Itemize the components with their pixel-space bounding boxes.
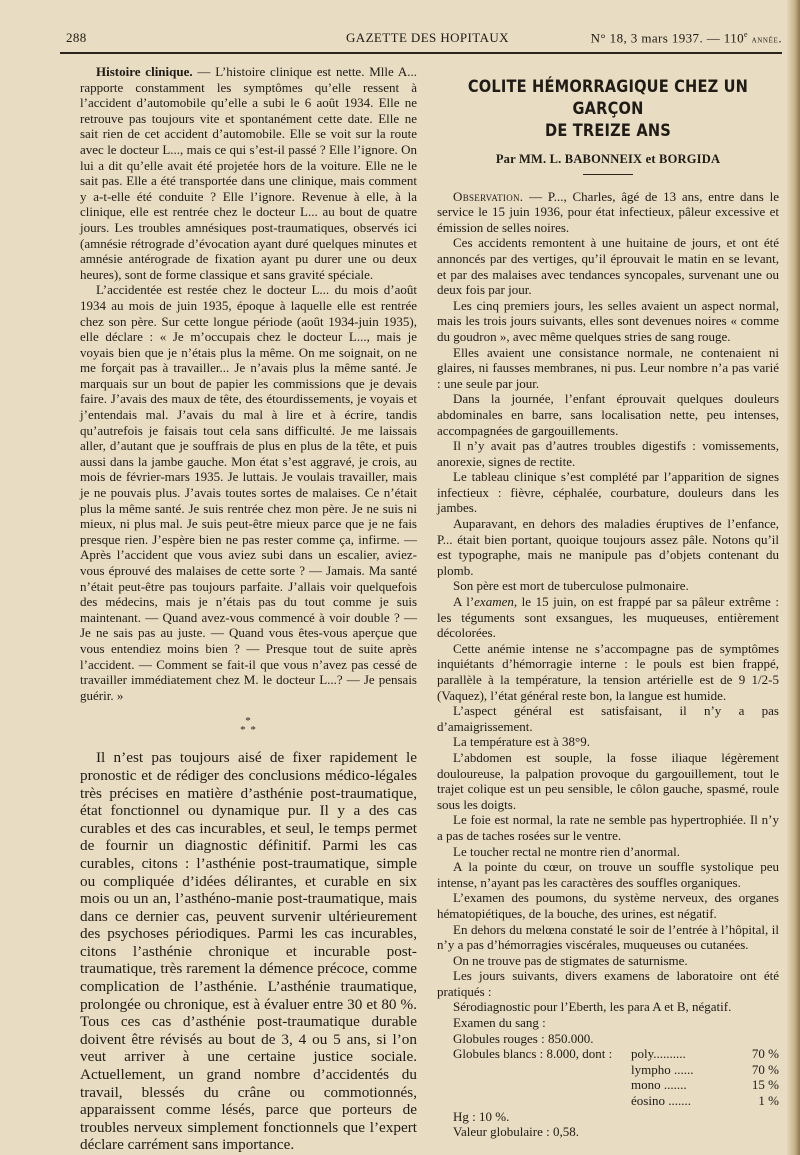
exam-lead: A l’ (453, 594, 475, 610)
article-title-line-1: COLITE HÉMORRAGIQUE CHEZ UN GARÇON (467, 77, 749, 119)
lab-rouges: Globules rouges : 850.000. (453, 1030, 594, 1046)
running-header (66, 30, 782, 52)
formula-value: 70 % (751, 1061, 779, 1077)
observation-lead: Observation. (453, 188, 524, 204)
page-edge (786, 0, 800, 1155)
left-paragraph-1-text: — L’histoire clinique est nette. Mlle A... rapporte constamment les symptômes qu’elle ressent à l’accident d’automobile qu’elle a subi le 6 août 1934. Elle ne retrouve pas toujours vite et spontanément cette date. Elle ne sait rien de cet accident d’automobile. Elle se voit sur la route avec le docteur L..., mais ce qui s’est-il passé ? Elle l’ignore. On lui a dit qu’elle avait été projetée hors de la voiture. Elle ne le sait pas. Elle a été transportée dans une clinique, mais comment y a-t-elle été conduite ? Elle l’ignore. Revenue à elle, à la clinique, elle est rentrée chez le docteur L... au bout de quatre jours. Les troubles amnésiques post-traumatiques, observés ici (amnésie rétrograde d’évocation ayant duré quelques minutes et amnésie antérograde de fixation ayant pu durer une ou deux heures), sont de forme classique et sans gravité spéciale. (80, 64, 417, 282)
lab-blancs: Globules blancs : 8.000, dont : (453, 1046, 613, 1062)
left-paragraph-2: L’accidentée est restée chez le docteur L... du mois d’août 1934 au mois de juin 1935, époque à laquelle elle est rentrée chez son père. Sur cette longue période (août 1934-juin 1935), elle déclare : « Je m’occupais chez le docteur L..., mais je voyais bien que je n’étais plus la même. On me soignait, on ne me forçait pas à travailler... Je n’avais plus la même santé. Je marquais sur un bout de papier les commissions que je devais faire. J’avais des maux de tête, des étourdissements, je voyais et j’entendais mal. J’avais du mal à lire et à écrire, tandis qu’autrefois je faisais tout cela sans difficulté. Je me laissais aller, d’autant que je souffrais de plus en plus de la tête, et puis aussi dans la jambe gauche. Mon état s’est aggravé, je crois, au mois de février-mars 1935. Je luttais. Je voulais travailler, mais je ne pouvais plus. J’avais toutes sortes de malaises. Ce n’était plus la même santé. Je suis rentrée chez mon père. Je ne suis ni mieux, ni plus mal. Je suis peut-être mieux parce que je ne fais presque rien. J’espère bien ne pas rester comme ça, infirme. — Après l’accident que vous aviez subi dans un escalier, aviez-vous éprouvé des malaises de cette sorte ? — Jamais. Ma santé n’était peut-être pas toujours parfaite. J’allais voir quelquefois des médecins, mais je n’étais pas du tout comme je suis maintenant. — Quand avez-vous commencé à voir double ? — Je ne sais pas au juste. — Quand vous êtes-vous aperçue que vous entendiez moins bien ? — Presque tout de suite après l’accident. — Comment se fait-il que vous n’avez pas cessé de travailler immédiatement chez M. le docteur L...? — Je pensais guérir. » (80, 282, 417, 703)
right-paragraph: A la pointe du cœur, on trouve un souffle systolique peu intense, n’ayant pas les caractères des souffles organiques. (437, 859, 779, 890)
formula-name: éosino ....... (631, 1093, 691, 1109)
right-paragraph: La température est à 38°9. (453, 734, 590, 750)
observation-paragraph (437, 189, 779, 236)
right-paragraph: Il n’y avait pas d’autres troubles digestifs : vomissements, anorexie, signes de rectite. (437, 438, 779, 469)
formula-name: lympho ...... (631, 1061, 694, 1077)
left-paragraph-1 (80, 64, 417, 282)
asterism-bottom: * * (240, 724, 257, 737)
header-rule (60, 52, 782, 54)
section-lead: Histoire clinique. (96, 64, 193, 79)
article-title-line-2: DE TREIZE ANS (545, 121, 671, 141)
asterism (80, 717, 417, 735)
right-paragraph: Elles avaient une consistance normale, ne contenaient ni glaires, ni fausses membranes, ni pus. Leur nombre n’a pas varié : une seule par jour. (437, 344, 779, 391)
lab-formula-row (437, 1062, 779, 1078)
lab-formula-row (437, 1093, 779, 1109)
exam-word: examen (474, 594, 514, 610)
article-title (461, 76, 755, 142)
formula-name: poly.......... (631, 1046, 686, 1062)
lab-valeur: Valeur globulaire : 0,58. (453, 1124, 579, 1140)
exam-paragraph (437, 594, 779, 641)
right-paragraph: Les jours suivants, divers examens de laboratoire ont été pratiqués : (437, 968, 779, 999)
lab-results (437, 999, 779, 1139)
right-paragraph: En dehors du melœna constaté le soir de l’entrée à l’hôpital, il n’y a pas d’hémorragies viscérales, muqueuses ou cutanées. (437, 921, 779, 953)
right-paragraph: Les cinq premiers jours, les selles avaient un aspect normal, mais les trois jours suivants, elles sont devenues noires « comme du goudron », avec même quelques stries de sang rouge. (437, 297, 779, 344)
formula-value: 70 % (751, 1046, 779, 1062)
right-paragraph: Ces accidents remontent à une huitaine de jours, et ont été annoncés par des vertiges, qu’il éprouvait le matin en se levant, et par des malaises avec tendances syncopales, survenant une ou deux fois par jour. (437, 235, 779, 298)
right-paragraph: Dans la journée, l’enfant éprouvait quelques douleurs abdominales en barre, sans localisation nette, peu intenses, accompagnées de gargouillements. (437, 391, 779, 438)
right-paragraph: L’examen des poumons, du système nerveux, des organes hématopiétiques, de la bouche, des urines, est négatif. (437, 890, 779, 921)
issue-tail: année (751, 35, 779, 46)
right-paragraph: Son père est mort de tuberculose pulmonaire. (453, 578, 689, 594)
formula-value: 1 % (758, 1093, 779, 1109)
title-rule (583, 174, 633, 175)
issue-info: N° 18, 3 mars 1937. — 110e année. (590, 30, 782, 46)
right-paragraph: Le tableau clinique s’est complété par l’apparition de signes infectieux : fièvre, céphalée, courbature, douleurs dans les jambes. (437, 469, 779, 516)
issue-main: N° 18, 3 mars 1937. — 110 (590, 30, 745, 46)
asterism-top: * (245, 715, 252, 728)
left-paragraph-3: Il n’est pas toujours aisé de fixer rapidement le pronostic et de rédiger des conclusions médico-légales très précises en matière d’asthénie post-traumatique, état fonctionnel ou dynamique pur. Il y a des cas curables et des cas incurables, et seul, le temps permet de fournir un diagnostic définitif. Parmi les cas curables, citons : l’asthénie post-traumatique, simple ou compliquée d’idées délirantes, et curable en six mois ou un an, l’asthéno-manie post-traumatique, mais dans ce dernier cas, peuvent survenir ultérieurement des psychoses périodiques. Parmi les cas incurables, citons l’asthénie chronique et incurable post-traumatique, très rarement la démence précoce, comme complication de l’asthénie. L’asthénie traumatique, prolongée ou chronique, est à évaluer entre 30 et 80 %. Tous ces cas d’asthénie post-traumatique durable doivent être révisés au bout de 3, 4 ou 5 ans, si l’on veut arriver à une certaine justice sociale. Actuellement, un grand nombre d’accidentés du travail, blessés du crâne ou commotionnés, apparaissent comme lésés, parce que porteurs de troubles nerveux simplement fonctionnels que l’expert déclare carrément sans importance. (80, 749, 417, 1154)
lab-exam-sang: Examen du sang : (453, 1015, 546, 1031)
right-paragraph: L’abdomen est souple, la fosse iliaque légèrement douloureuse, la palpation provoque du gargouillement, tout le trajet colique est un peu sensible, le côlon gauche, spasmé, roule sous les doigts. (437, 749, 779, 812)
lab-formula-row (437, 1046, 779, 1062)
right-paragraph: Cette anémie intense ne s’accompagne pas de symptômes inquiétants d’hémorragie interne : le pouls est bien frappé, parallèle à la température, la tension artérielle est de 9 1/2-5 (Vaquez), l’état général reste bon, la langue est humide. (437, 640, 779, 703)
observation-text: — P..., Charles, âgé de 13 ans, entre dans le service le 15 juin 1936, pour état infectieux, pâleur excessive et émission de selles noires. (437, 188, 779, 235)
lab-hg: Hg : 10 %. (453, 1108, 510, 1124)
formula-value: 15 % (751, 1077, 779, 1093)
issue-sup: e (744, 30, 748, 39)
lab-sero: Sérodiagnostic pour l’Eberth, les para A et B, négatif. (453, 999, 732, 1015)
left-column (80, 64, 417, 1154)
exam-text: , le 15 juin, on est frappé par sa pâleur extrême : les téguments sont exsangues, les muqueuses, entièrement décolorées. (437, 594, 779, 641)
right-paragraph: Le toucher rectal ne montre rien d’anormal. (453, 843, 681, 859)
right-column (437, 64, 779, 1140)
page-number: 288 (66, 30, 87, 45)
right-paragraph: Auparavant, en dehors des maladies éruptives de l’enfance, P... était bien portant, quoique toujours assez pâle. Notons qu’il est typographe, mais ne manipule pas d’objets contenant du plomb. (437, 516, 779, 578)
article-authors: Par MM. L. BABONNEIX et BORGIDA (495, 152, 721, 166)
right-paragraph: On ne trouve pas de stigmates de saturnisme. (453, 952, 688, 968)
journal-name: GAZETTE DES HOPITAUX (346, 30, 509, 45)
right-paragraph: L’aspect général est satisfaisant, il n’y a pas d’amaigrissement. (437, 703, 779, 734)
formula-name: mono ....... (631, 1077, 687, 1093)
lab-formula-row (437, 1077, 779, 1093)
right-paragraph: Le foie est normal, la rate ne semble pas hypertrophiée. Il n’y a pas de taches rosées sur le ventre. (437, 812, 779, 843)
